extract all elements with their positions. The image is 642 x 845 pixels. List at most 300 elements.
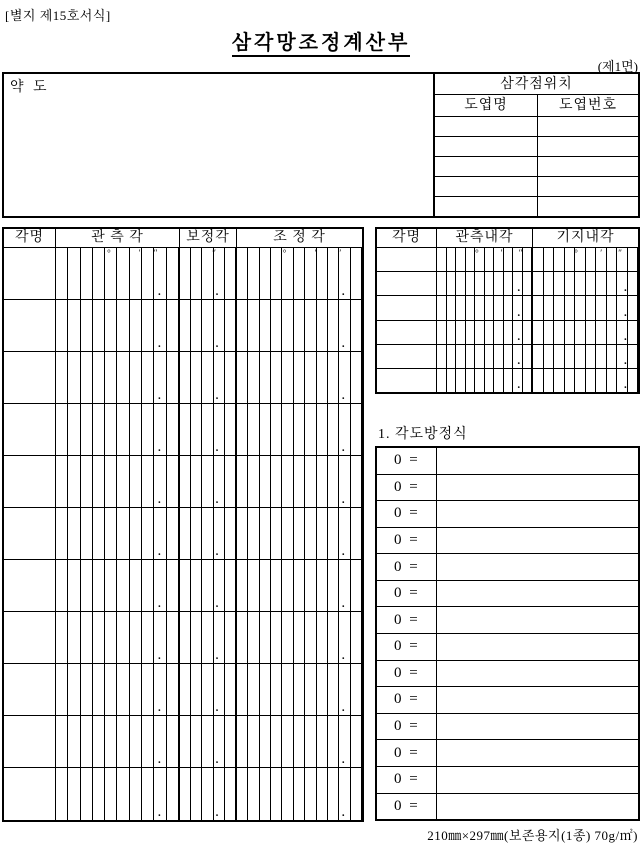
digit-cell [282, 612, 293, 663]
digit-cell [533, 296, 544, 319]
digit-cell [596, 321, 607, 344]
digit-cell [248, 664, 259, 715]
digit-cell [466, 272, 476, 295]
digit-cell [317, 716, 328, 767]
digit-cell [68, 508, 80, 559]
digit-cell [305, 664, 316, 715]
digit-cell [225, 508, 236, 559]
digit-columns [56, 612, 180, 663]
digit-cell [117, 508, 129, 559]
equation-row [377, 687, 638, 714]
digit-cell [260, 404, 271, 455]
digit-cell [565, 369, 576, 392]
digit-cell [117, 716, 129, 767]
digit-cell [504, 296, 514, 319]
digit-cell [202, 716, 213, 767]
digit-cell [56, 248, 68, 299]
digit-cell [56, 612, 68, 663]
decimal-point: . [624, 330, 627, 343]
digit-cell [544, 321, 555, 344]
digit-cell [167, 768, 179, 820]
angle-name-cell [4, 664, 56, 715]
digit-cell [130, 404, 142, 455]
digit-cell [504, 248, 514, 271]
angle-name-cell [377, 296, 437, 319]
decimal-point: . [157, 390, 161, 402]
digit-cell [437, 345, 447, 368]
digit-cell [191, 456, 202, 507]
digit-columns [437, 296, 533, 319]
map-sheet-name-cell [435, 117, 538, 136]
digit-cell [475, 272, 485, 295]
digit-cell [294, 508, 305, 559]
digit-cell [328, 560, 339, 611]
digit-cell [225, 404, 236, 455]
digit-cell [237, 456, 248, 507]
digit-cell [260, 456, 271, 507]
equation-value-cell [437, 581, 638, 607]
digit-cell [180, 352, 191, 403]
digit-cell [117, 404, 129, 455]
digit-cell [475, 369, 485, 392]
digit-cell [351, 664, 362, 715]
digit-cell [628, 248, 639, 271]
digit-cell [56, 300, 68, 351]
digit-cell [237, 560, 248, 611]
interior-angle-row [377, 272, 638, 296]
degree-symbol: ° [107, 248, 111, 258]
digit-cell [142, 716, 154, 767]
digit-cell [437, 321, 447, 344]
digit-cell [494, 296, 504, 319]
digit-cell [248, 716, 259, 767]
digit-cell [305, 612, 316, 663]
decimal-point: . [215, 650, 219, 662]
digit-cell [130, 352, 142, 403]
digit-cell [237, 612, 248, 663]
digit-cell [117, 560, 129, 611]
digit-cell [260, 768, 271, 820]
digit-cell [167, 404, 179, 455]
digit-cell [105, 508, 117, 559]
digit-cell [248, 352, 259, 403]
digit-cell [586, 321, 597, 344]
digit-cell [271, 300, 282, 351]
angle-adjustment-row [4, 456, 362, 508]
angle-name-cell [4, 560, 56, 611]
digit-cell [575, 272, 586, 295]
equation-row [377, 554, 638, 581]
decimal-point: . [215, 442, 219, 454]
digit-columns [237, 716, 362, 767]
digit-cell [202, 560, 213, 611]
digit-cell [282, 560, 293, 611]
digit-cell [351, 352, 362, 403]
digit-cell [565, 272, 576, 295]
digit-cell [294, 456, 305, 507]
digit-columns [533, 345, 638, 368]
digit-cell [225, 248, 236, 299]
digit-cell [294, 612, 305, 663]
equation-value-cell [437, 714, 638, 740]
angle-adjustment-header [4, 229, 362, 248]
equation-row [377, 528, 638, 555]
digit-cell [180, 508, 191, 559]
page-number-label: (제1면) [597, 59, 638, 74]
decimal-point: . [624, 379, 627, 392]
digit-cell [202, 664, 213, 715]
digit-cell [456, 296, 466, 319]
digit-cell [575, 369, 586, 392]
digit-cell [596, 345, 607, 368]
digit-cell [351, 456, 362, 507]
digit-cell [294, 664, 305, 715]
digit-cell [456, 272, 466, 295]
digit-cell [225, 664, 236, 715]
digit-cell [586, 369, 597, 392]
station-location-table [433, 74, 638, 216]
digit-cell [485, 321, 495, 344]
digit-cell [117, 612, 129, 663]
digit-cell [466, 321, 476, 344]
digit-cell [544, 369, 555, 392]
angle-adjustment-row [4, 352, 362, 404]
map-sheet-number-cell [538, 177, 638, 196]
digit-cell [494, 369, 504, 392]
digit-cell [191, 560, 202, 611]
digit-cell [456, 321, 466, 344]
digit-cell [142, 508, 154, 559]
angle-name-cell [377, 321, 437, 344]
digit-cell [142, 560, 154, 611]
digit-cell [142, 612, 154, 663]
digit-cell [565, 321, 576, 344]
digit-columns [56, 352, 180, 403]
digit-columns [180, 716, 237, 767]
decimal-point: . [341, 338, 345, 350]
digit-cell [191, 664, 202, 715]
digit-cell [328, 664, 339, 715]
decimal-point: . [157, 286, 161, 298]
digit-cell [81, 560, 93, 611]
digit-cell [504, 321, 514, 344]
equation-row [377, 740, 638, 767]
digit-cell [282, 352, 293, 403]
digit-cell [180, 768, 191, 820]
digit-cell [202, 352, 213, 403]
digit-cell [504, 272, 514, 295]
digit-cell [437, 296, 447, 319]
digit-cell [305, 560, 316, 611]
digit-cell [565, 296, 576, 319]
digit-cell [68, 300, 80, 351]
decimal-point: . [215, 598, 219, 610]
digit-cell [93, 248, 105, 299]
digit-cell [248, 404, 259, 455]
digit-cell [68, 248, 80, 299]
digit-cell [328, 300, 339, 351]
digit-cell [554, 345, 565, 368]
digit-columns [237, 612, 362, 663]
station-location-header [435, 95, 638, 117]
observed-angle-header: 관 측 각 [56, 229, 180, 247]
digit-cell [117, 352, 129, 403]
observed-interior-angle-header: 관측내각 [437, 229, 533, 247]
angle-name-cell [4, 404, 56, 455]
digit-cell [544, 345, 555, 368]
digit-cell [271, 404, 282, 455]
equation-value-cell [437, 501, 638, 527]
form-title: 삼각망조정계산부 [0, 26, 642, 55]
digit-cell [105, 560, 117, 611]
digit-cell [456, 345, 466, 368]
angle-name-header: 각명 [4, 229, 56, 247]
digit-cell [105, 456, 117, 507]
equation-row [377, 475, 638, 502]
angle-name-cell [4, 768, 56, 820]
digit-cell [202, 612, 213, 663]
digit-cell [466, 345, 476, 368]
digit-cell [56, 716, 68, 767]
digit-cell [167, 456, 179, 507]
angle-adjustment-row [4, 664, 362, 716]
digit-cell [93, 560, 105, 611]
digit-cell [167, 716, 179, 767]
digit-cell [271, 768, 282, 820]
digit-cell [105, 664, 117, 715]
decimal-point: . [341, 442, 345, 454]
decimal-point: . [341, 286, 345, 298]
digit-cell [56, 508, 68, 559]
digit-columns [180, 352, 237, 403]
digit-cell [105, 404, 117, 455]
digit-cell [523, 272, 533, 295]
digit-columns [437, 345, 533, 368]
station-location-row [435, 197, 638, 216]
digit-cell [294, 300, 305, 351]
digit-cell [317, 560, 328, 611]
digit-cell [81, 404, 93, 455]
decimal-point: . [215, 546, 219, 558]
map-sheet-name-header: 도엽명 [435, 95, 538, 116]
digit-cell [544, 248, 555, 271]
digit-cell [56, 664, 68, 715]
digit-cell [485, 272, 495, 295]
digit-cell [167, 612, 179, 663]
digit-cell [494, 345, 504, 368]
digit-cell [191, 768, 202, 820]
digit-cell [294, 560, 305, 611]
digit-columns [56, 716, 180, 767]
digit-cell [81, 664, 93, 715]
equation-zero-label: 0 = [377, 687, 437, 713]
digit-cell [130, 456, 142, 507]
digit-cell [328, 612, 339, 663]
digit-columns [437, 248, 533, 271]
digit-cell [437, 272, 447, 295]
digit-cell [317, 664, 328, 715]
digit-cell [237, 508, 248, 559]
digit-cell [282, 768, 293, 820]
equation-value-cell [437, 607, 638, 633]
digit-cell [305, 508, 316, 559]
digit-cell [544, 296, 555, 319]
digit-cell [466, 296, 476, 319]
digit-columns [237, 560, 362, 611]
digit-cell [607, 321, 618, 344]
digit-cell [317, 404, 328, 455]
digit-cell [225, 352, 236, 403]
digit-cell [237, 664, 248, 715]
equation-value-cell [437, 448, 638, 474]
map-sheet-name-cell [435, 177, 538, 196]
digit-cell [554, 321, 565, 344]
second-symbol: ″ [518, 248, 523, 258]
minute-symbol: ′ [500, 248, 503, 258]
digit-cell [305, 404, 316, 455]
angle-name-cell [377, 272, 437, 295]
digit-cell [447, 296, 457, 319]
digit-columns [180, 560, 237, 611]
digit-cell [142, 456, 154, 507]
digit-cell [202, 300, 213, 351]
digit-cell [607, 345, 618, 368]
digit-cell [607, 248, 618, 271]
digit-cell [130, 664, 142, 715]
decimal-point: . [517, 354, 521, 367]
decimal-point: . [215, 338, 219, 350]
digit-cell [328, 456, 339, 507]
digit-columns [56, 664, 180, 715]
decimal-point: . [517, 282, 521, 295]
digit-cell [447, 248, 457, 271]
angle-equation-table [375, 446, 640, 821]
digit-cell [485, 345, 495, 368]
angle-name-cell [4, 352, 56, 403]
digit-cell [351, 300, 362, 351]
paper-spec-footer: 210㎜×297㎜(보존용지(1종) 70g/㎡) [427, 828, 638, 843]
equation-row [377, 634, 638, 661]
digit-cell [485, 369, 495, 392]
angle-adjustment-row [4, 612, 362, 664]
digit-cell [68, 716, 80, 767]
equation-zero-label: 0 = [377, 767, 437, 793]
digit-cell [282, 404, 293, 455]
digit-cell [475, 296, 485, 319]
angle-adjustment-row [4, 768, 362, 820]
digit-cell [575, 345, 586, 368]
map-sheet-name-cell [435, 137, 538, 156]
digit-cell [351, 560, 362, 611]
digit-cell [191, 404, 202, 455]
digit-columns [180, 508, 237, 559]
interior-angle-table [375, 227, 640, 394]
digit-cell [271, 664, 282, 715]
decimal-point: . [341, 390, 345, 402]
equation-zero-label: 0 = [377, 607, 437, 633]
second-symbol: ″ [153, 248, 158, 258]
decimal-point: . [215, 754, 219, 766]
angle-name-header: 각명 [377, 229, 437, 247]
station-location-title: 삼각점위치 [435, 74, 638, 95]
digit-cell [93, 716, 105, 767]
digit-cell [328, 508, 339, 559]
angle-name-cell [4, 612, 56, 663]
equation-zero-label: 0 = [377, 448, 437, 474]
digit-cell [93, 300, 105, 351]
digit-cell [117, 456, 129, 507]
digit-cell [596, 272, 607, 295]
digit-cell [180, 248, 191, 299]
digit-cell [248, 768, 259, 820]
interior-angle-row [377, 369, 638, 392]
digit-cell [68, 612, 80, 663]
angle-adjustment-row [4, 404, 362, 456]
angle-name-cell [4, 716, 56, 767]
digit-cell [180, 404, 191, 455]
degree-symbol: ° [282, 248, 287, 258]
digit-cell [105, 352, 117, 403]
digit-cell [237, 716, 248, 767]
digit-cell [447, 345, 457, 368]
decimal-point: . [341, 546, 345, 558]
digit-columns [237, 248, 362, 299]
digit-cell [248, 248, 259, 299]
digit-cell [260, 300, 271, 351]
digit-cell [628, 272, 639, 295]
digit-cell [260, 560, 271, 611]
digit-cell [68, 456, 80, 507]
digit-cell [81, 508, 93, 559]
decimal-point: . [157, 702, 161, 714]
digit-cell [260, 612, 271, 663]
digit-cell [180, 560, 191, 611]
digit-cell [248, 560, 259, 611]
digit-cell [575, 296, 586, 319]
minute-symbol: ′ [138, 248, 141, 258]
angle-name-cell [4, 248, 56, 299]
equation-row [377, 767, 638, 794]
digit-cell [351, 768, 362, 820]
digit-cell [317, 768, 328, 820]
digit-cell [282, 508, 293, 559]
digit-cell [68, 768, 80, 820]
digit-cell [554, 272, 565, 295]
equation-zero-label: 0 = [377, 794, 437, 820]
digit-cell [105, 716, 117, 767]
digit-cell [237, 248, 248, 299]
digit-cell [523, 321, 533, 344]
degree-symbol: ° [475, 248, 479, 258]
equation-zero-label: 0 = [377, 528, 437, 554]
decimal-point: . [157, 494, 161, 506]
digit-cell [93, 352, 105, 403]
decimal-point: . [341, 494, 345, 506]
digit-cell [628, 369, 639, 392]
digit-cell [554, 369, 565, 392]
angle-adjustment-row [4, 508, 362, 560]
digit-cell [68, 404, 80, 455]
decimal-point: . [624, 306, 627, 319]
decimal-point: . [215, 702, 219, 714]
digit-columns [237, 664, 362, 715]
digit-columns [533, 321, 638, 344]
digit-cell [494, 272, 504, 295]
digit-cell [317, 300, 328, 351]
digit-cell [485, 296, 495, 319]
degree-symbol: ° [574, 248, 578, 258]
digit-cell [456, 369, 466, 392]
